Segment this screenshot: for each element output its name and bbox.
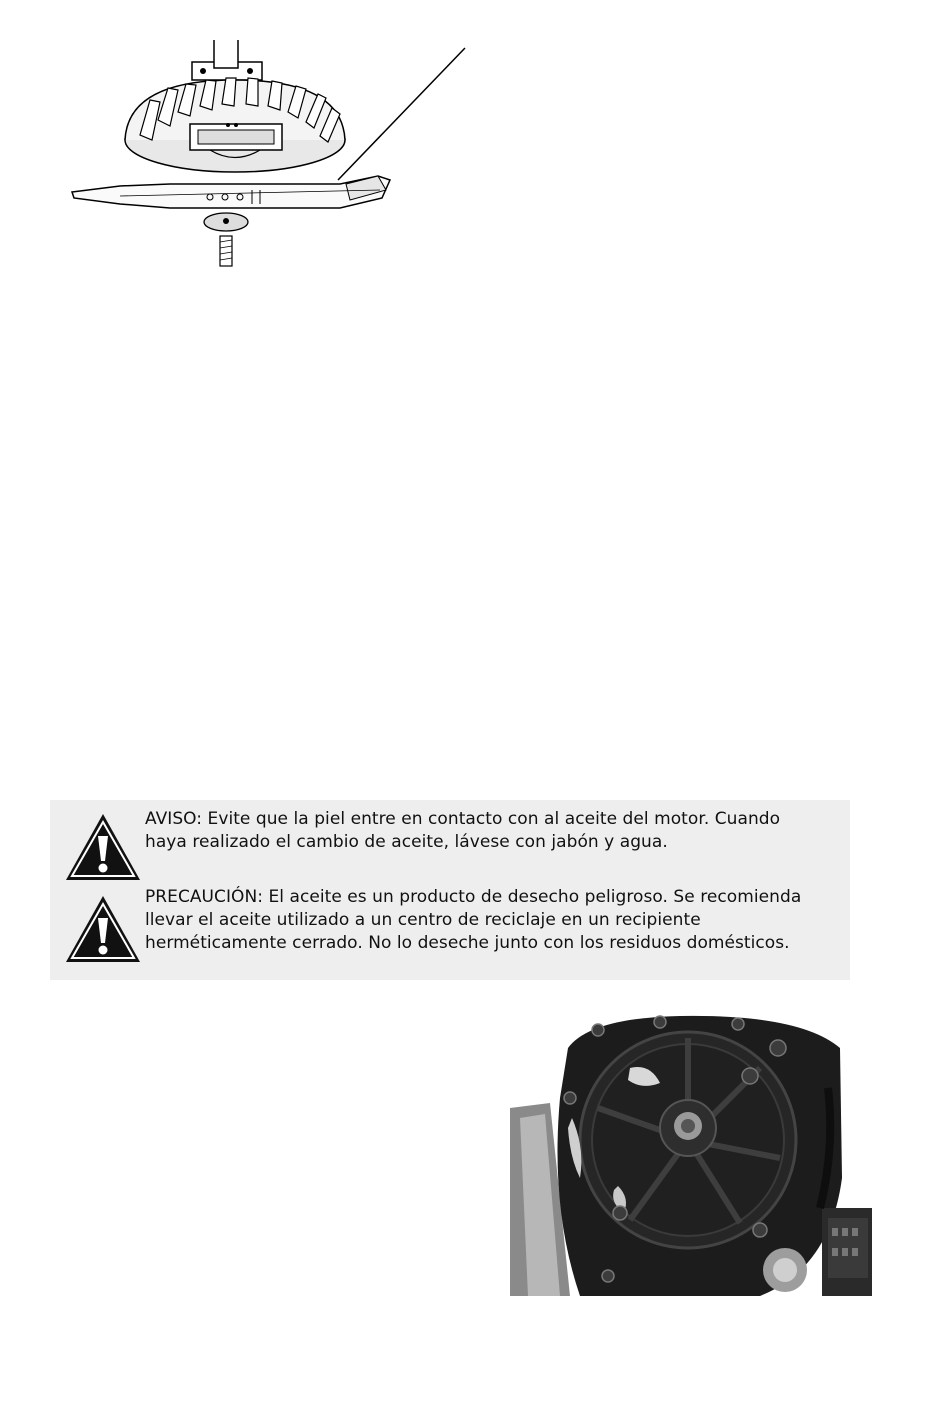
- warning-text-line: PRECAUCIÓN: El aceite es un producto de desecho peligroso. Se recomienda: [145, 887, 802, 907]
- engine-underside-photo: [510, 1008, 872, 1296]
- aviso-warning: [50, 808, 850, 884]
- warning-triangle-icon: [64, 894, 142, 964]
- aviso-text: [145, 808, 850, 854]
- warning-text-line: llevar el aceite utilizado a un centro de reciclaje en un recipiente: [145, 910, 701, 930]
- precaucion-warning: [50, 886, 850, 976]
- safety-warnings-panel: [50, 800, 850, 980]
- warning-triangle-icon: [64, 812, 142, 882]
- warning-text-line: haya realizado el cambio de aceite, lávese con jabón y agua.: [145, 832, 668, 852]
- warning-text-line: herméticamente cerrado. No lo deseche junto con los residuos domésticos.: [145, 933, 790, 953]
- blade-assembly-illustration: [60, 40, 480, 280]
- precaucion-text: [145, 886, 850, 955]
- warning-text-line: AVISO: Evite que la piel entre en contacto con al aceite del motor. Cuando: [145, 809, 781, 829]
